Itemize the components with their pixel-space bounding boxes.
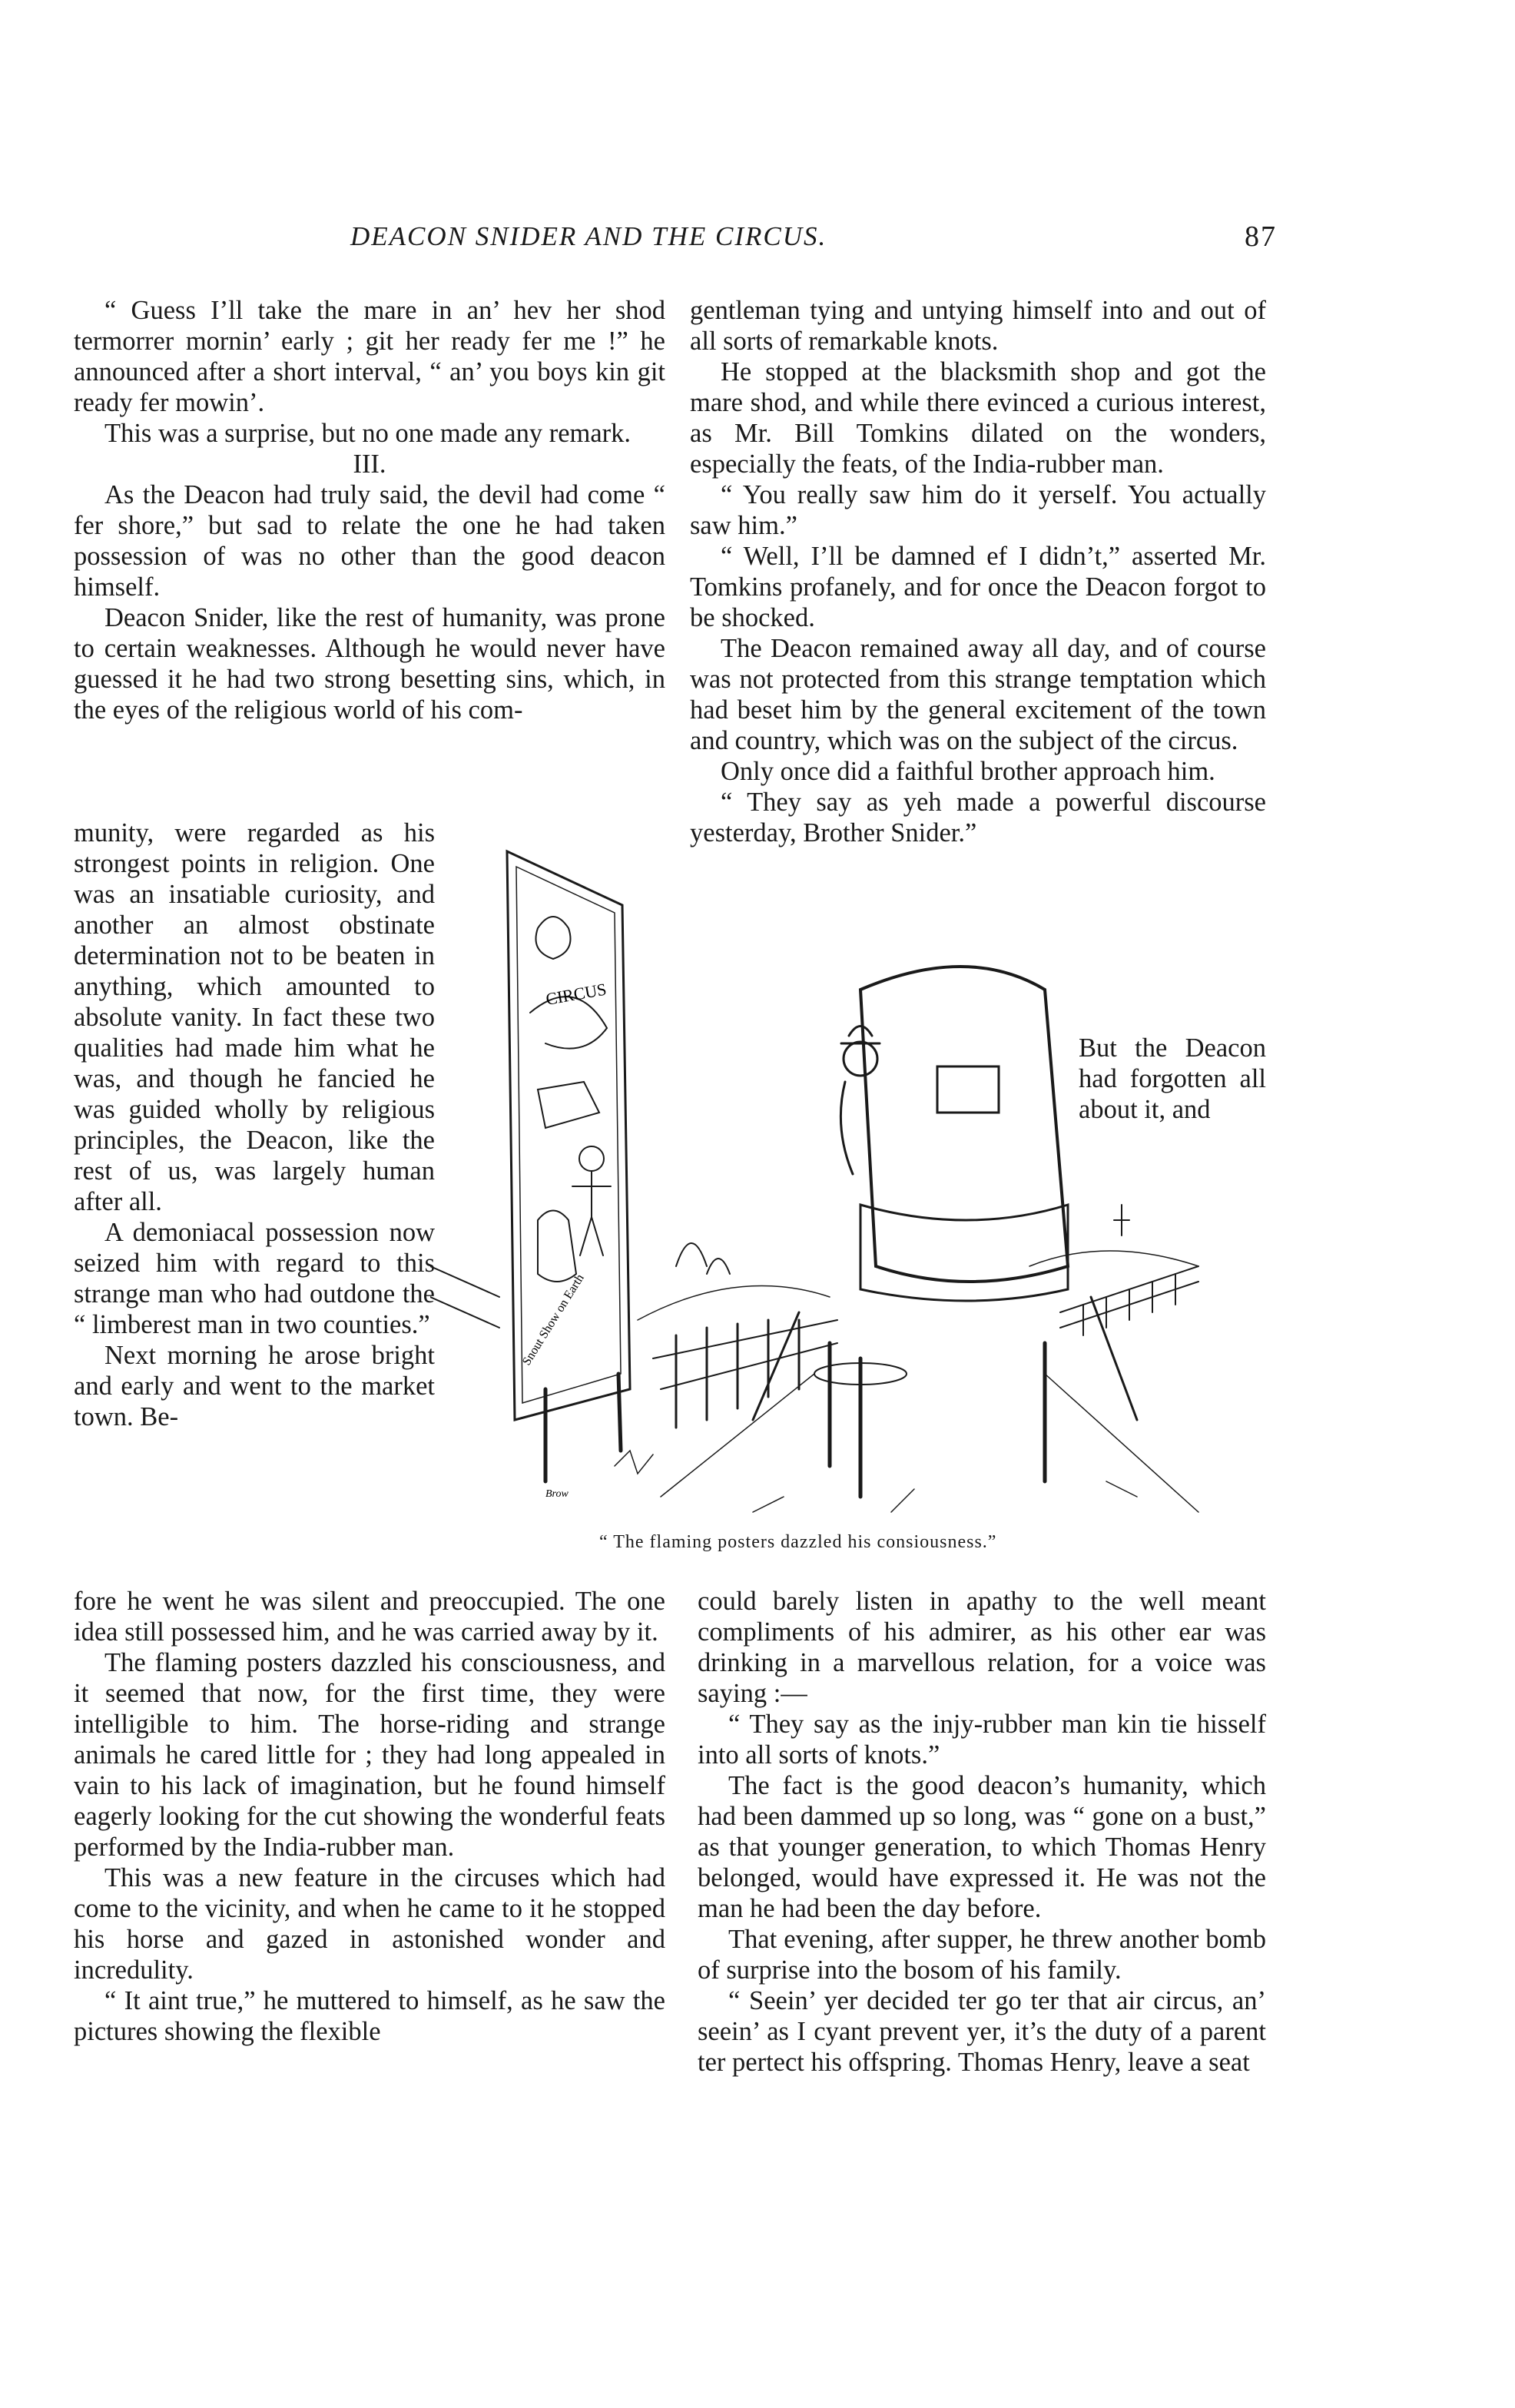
left-column-narrow [74, 818, 435, 1432]
right-column-top [690, 295, 1266, 848]
paragraph: Only once did a faithful brother approach him. [721, 757, 1215, 786]
paragraph: That evening, after supper, he threw another bomb of surprise into the bosom of his family. [698, 1925, 1266, 1985]
section-heading: III. [353, 449, 386, 479]
illustration-caption: “ The flaming posters dazzled his consiousness.” [599, 1532, 997, 1552]
paragraph: “ Seein’ yer decided ter go ter that air circus, an’ seein’ as I cyant prevent yer, it’s the duty of a parent ter pertect his offspring. Thomas Henry, leave a seat [698, 1986, 1266, 2077]
artist-signature: Brow [545, 1488, 569, 1500]
paragraph: This was a new feature in the circuses which had come to the vicinity, and when he came to it he stopped his horse and gazed in astonished wonder and incredulity. [74, 1863, 665, 1985]
poster-subtitle: Snout Show on Earth [519, 1272, 587, 1368]
paragraph: The flaming posters dazzled his consciousness, and it seemed that now, for the first time, they were intelligible to him. The horse-riding and strange animals he cared little for ; they had long appealed in vain to his lack of imagination, but he found himself eagerly looking for the cut showing the wonderful feats performed by the India-rubber man. [74, 1648, 665, 1862]
running-head: DEACON SNIDER AND THE CIRCUS. [350, 221, 827, 251]
buggy [860, 967, 1068, 1282]
paragraph: Next morning he arose bright and early and went to the market town. Be- [74, 1341, 435, 1431]
paragraph: This was a surprise, but no one made any remark. [104, 419, 632, 448]
paragraph: The Deacon remained away all day, and of course was not protected from this strange temptation which had beset him by the general excitement of the town and country, which was on the subject of the circus. [690, 634, 1266, 755]
paragraph: “ You really saw him do it yerself. You actually saw him.” [690, 480, 1266, 540]
paragraph: could barely listen in apathy to the well meant compliments of his admirer, as his other ear was drinking in a marvellous relation, for a voice was saying :— [698, 1587, 1266, 1708]
paragraph: “ Guess I’ll take the mare in an’ hev her shod termorrer mornin’ early ; git her ready fer me !” he announced after a short interval, “ an’ you boys kin git ready fer mowin’. [74, 296, 665, 417]
paragraph: Deacon Snider, like the rest of humanity, was prone to certain weaknesses. Although he would never have guessed it he had two strong besetting sins, which, in the eyes of the religious world of his com- [74, 603, 665, 725]
paragraph: As the Deacon had truly said, the devil had come “ fer shore,” but sad to relate the one he had taken possession of was no other than the good deacon himself. [74, 480, 665, 602]
paragraph: He stopped at the blacksmith shop and got the mare shod, and while there evinced a curious interest, as Mr. Bill Tomkins dilated on the wonders, especially the feats, of the India-rubber man. [690, 357, 1266, 479]
paragraph: fore he went he was silent and preoccupied. The one idea still possessed him, and he was carried away by it. [74, 1587, 665, 1647]
right-column-bottom [698, 1586, 1266, 2078]
paragraph: But the Deacon had forgotten all about it, and [1079, 1033, 1266, 1124]
paragraph: gentleman tying and untying himself into and out of all sorts of remarkable knots. [690, 296, 1266, 356]
poster-board [507, 851, 630, 1420]
paragraph: “ They say as yeh made a powerful discourse yesterday, Brother Snider.” [690, 788, 1266, 847]
paragraph: munity, were regarded as his strongest points in religion. One was an insatiable curiosity, and another an almost obstinate determination not to be beaten in anything, which amounted to absolute vanity. In fact these two qualities had made him what he was, and though he fancied he was guided wholly by religious principles, the Deacon, like the rest of us, was largely human after all. [74, 818, 435, 1216]
paragraph: A demoniacal possession now seized him with regard to this strange man who had outdone the “ limberest man in two counties.” [74, 1218, 435, 1339]
left-column-bottom [74, 1586, 665, 2047]
circus-poster-illustration [430, 836, 1275, 1527]
paragraph: “ Well, I’ll be damned ef I didn’t,” asserted Mr. Tomkins profanely, and for once the Deacon forgot to be shocked. [690, 542, 1266, 632]
paragraph: “ They say as the injy-rubber man kin tie hisself into all sorts of knots.” [698, 1710, 1266, 1770]
poster-title: CIRCUS [544, 979, 608, 1009]
left-column-top [74, 295, 665, 725]
paragraph: “ It aint true,” he muttered to himself, as he saw the pictures showing the flexible [74, 1986, 665, 2046]
page-number: 87 [1245, 221, 1277, 253]
paragraph: The fact is the good deacon’s humanity, which had been dammed up so long, was “ gone on a bust,” as that younger generation, to which Thomas Henry belonged, would have expressed it. He was not the man he had been the day before. [698, 1771, 1266, 1923]
